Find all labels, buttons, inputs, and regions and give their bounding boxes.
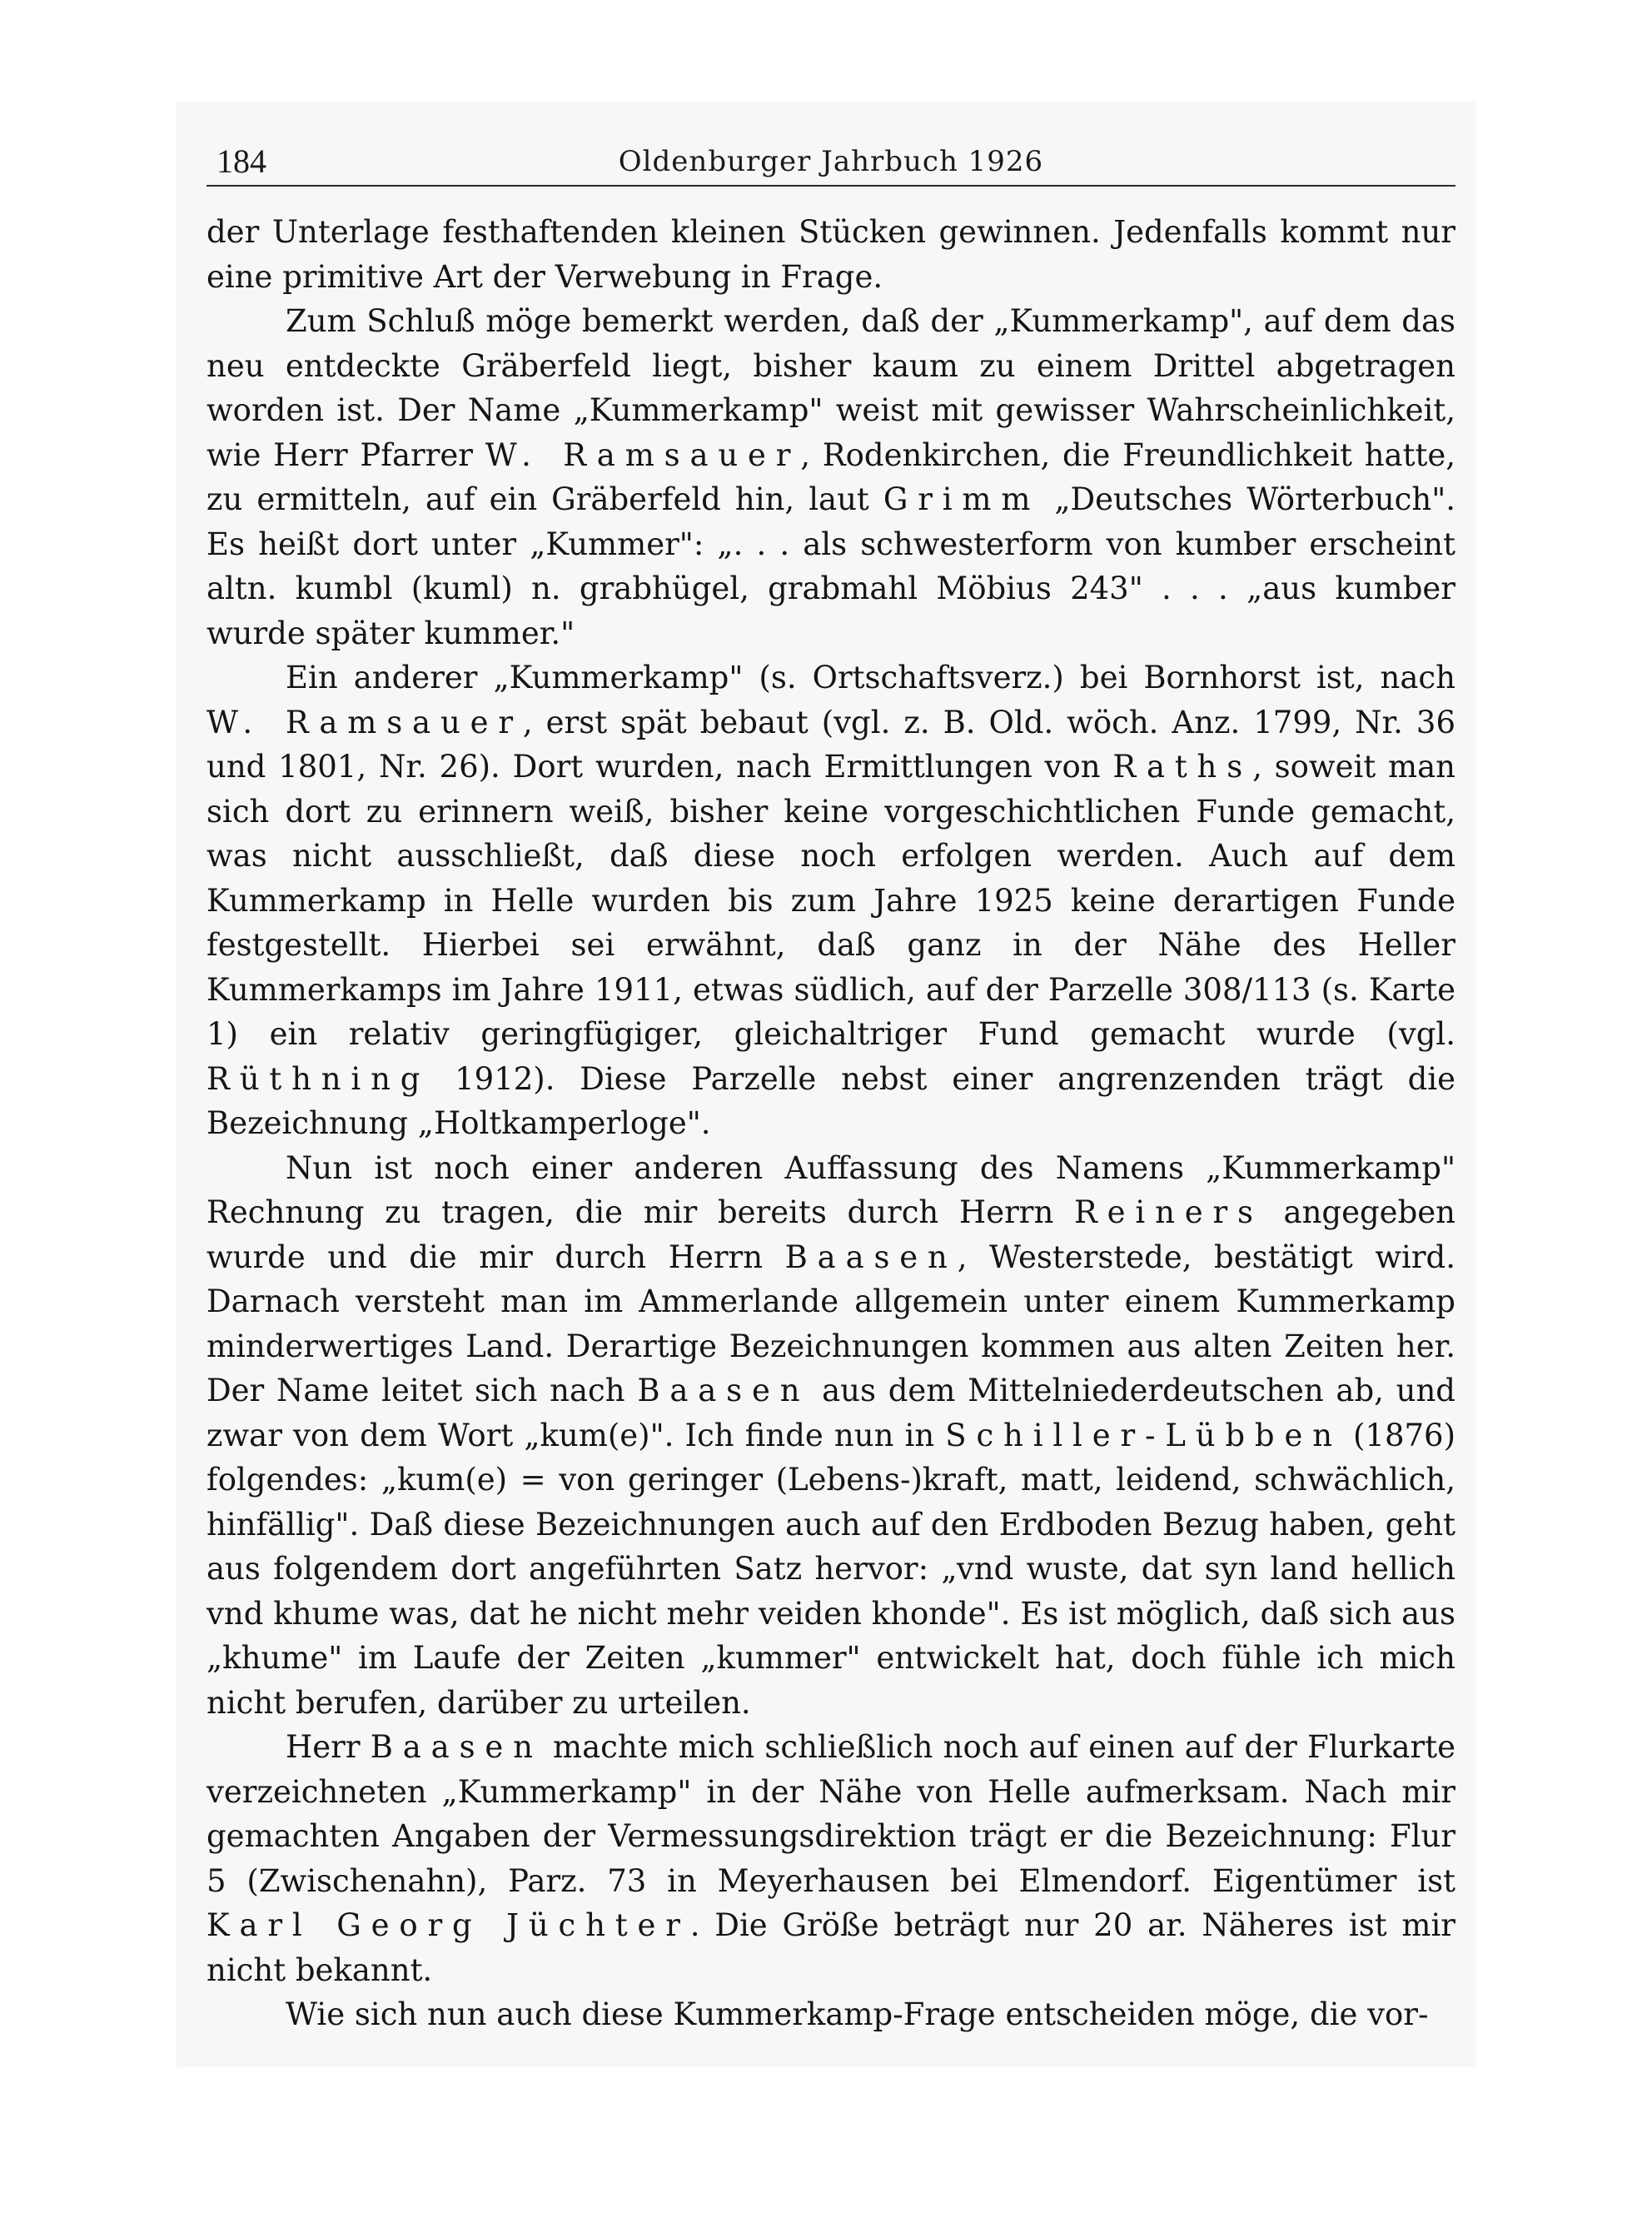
page-header [206,135,1455,187]
paragraph-ammerland [206,1146,1455,1726]
spaced-name: Schiller-Lübben [945,1417,1342,1453]
spaced-name: Baasen [784,1239,958,1275]
text-run: . Die Größe beträgt nur 20 ar. Näheres ist mir nicht bekannt. [206,1907,1455,1988]
text-run: , erst spät bebaut (vgl. z. B. Old. wöch. Anz. 1799, Nr. 36 und 1801, Nr. 26). Dort wurden, nach Ermittlungen von [206,704,1455,785]
spaced-name: W. Ramsauer [206,704,523,740]
spaced-name: Karl Georg Jüchter [206,1907,690,1943]
paragraph-kummerkamp-name [206,299,1455,655]
running-title: Oldenburger Jahrbuch 1926 [618,145,1044,178]
spaced-name: Grimm [883,481,1041,517]
text-run: Herr [286,1729,371,1765]
paragraph-flurkarte [206,1725,1455,1992]
text-run: aus dem Mittelniederdeutschen ab, und zwar von dem Wort „kum(e)". Ich finde nun in [206,1373,1455,1453]
paragraph-closing: Wie sich nun auch diese Kummerkamp-Frage entscheiden möge, die vor- [286,1996,1429,2032]
body-text [206,210,1455,2037]
text-run: , soweit man sich dort zu erinnern weiß, bisher keine vorgeschichtlichen Funde gemacht, was nicht ausschließt, daß diese noch erfolgen werden. Auch auf dem Kummerkamp in Helle wurden bis zum Jahre 1925 keine derartigen Funde festgestellt. Hierbei sei erwähnt, daß ganz in der Nähe des Heller Kummerkamps im Jahre 1911, etwas südlich, auf der Parzelle 308/113 (s. Karte 1) ein relativ geringfügiger, gleichaltriger Fund gemacht wurde (vgl. [206,749,1456,1052]
paragraph-continuation: der Unterlage festhaftenden kleinen Stücken gewinnen. Jedenfalls kommt nur eine primitive Art der Verwebung in Frage. [206,214,1455,295]
text-run: , Rodenkirchen, die Freundlichkeit hatte, zu ermitteln, auf ein Gräberfeld hin, laut [206,436,1455,517]
spaced-name: Rüthning [206,1060,430,1097]
text-run: , Westerstede, bestätigt wird. Darnach versteht man im Ammerlande allgemein unter einem Kummerkamp minderwertiges Land. Derartige Bezeichnungen kommen aus alten Zeiten her. Der Name leitet sich nach [206,1239,1455,1408]
text-run: angegeben wurde und die mir durch Herrn [206,1194,1455,1275]
text-run: 1912). Diese Parzelle nebst einer angrenzenden trägt die Bezeichnung „Holtkamperloge". [206,1060,1455,1141]
text-run: machte mich schließlich noch auf einen auf der Flurkarte verzeichneten „Kummerkamp" in der Nähe von Helle aufmerksam. Nach mir gemachten Angaben der Vermessungsdirektion trägt er die Bezeichnung: Flur 5 (Zwischenahn), Parz. 73 in Meyerhausen bei Elmendorf. Eigentümer ist [206,1729,1455,1899]
paragraph-bornhorst [206,655,1455,1146]
text-run: (1876) folgendes: „kum(e) = von geringer (Lebens-)kraft, matt, leidend, schwächlich, hinfällig". Daß diese Bezeichnungen auch auf den Erdboden Bezug haben, geht aus folgendem dort angeführten Satz hervor: „vnd wuste, dat syn land hellich vnd khume was, dat he nicht mehr veiden khonde". Es ist möglich, daß sich aus „khume" im Laufe der Zeiten „kummer" entwickelt hat, doch fühle ich mich nicht berufen, darüber zu urteilen. [206,1417,1456,1721]
spaced-name: Baasen [370,1729,543,1765]
text-run: Nun ist noch einer anderen Auffassung des Namens „Kummerkamp" Rechnung zu tragen, die mir bereits durch Herrn [206,1149,1455,1230]
text-run: Ein anderer „Kummerkamp" (s. Ortschaftsverz.) bei Bornhorst ist, nach [286,660,1455,695]
page-number: 184 [216,142,266,180]
book-page [177,102,1475,2067]
spaced-name: Raths [1112,749,1253,785]
text-run: „Deutsches Wörterbuch". Es heißt dort unter „Kummer": „. . . als schwesterform von kumber erscheint altn. kumbl (kuml) n. grabhügel, grabmahl Möbius 243" . . . „aus kumber wurde später kummer." [206,481,1455,651]
spaced-name: Reiners [1073,1194,1263,1230]
spaced-name: W. Ramsauer [485,436,801,473]
spaced-name: Baasen [637,1373,810,1408]
text-run: Zum Schluß möge bemerkt werden, daß der „Kummerkamp", auf dem das neu entdeckte Gräberfeld liegt, bisher kaum zu einem Drittel abgetragen worden ist. Der Name „Kummerkamp" weist mit gewisser Wahrscheinlichkeit, wie Herr Pfarrer [206,303,1455,473]
